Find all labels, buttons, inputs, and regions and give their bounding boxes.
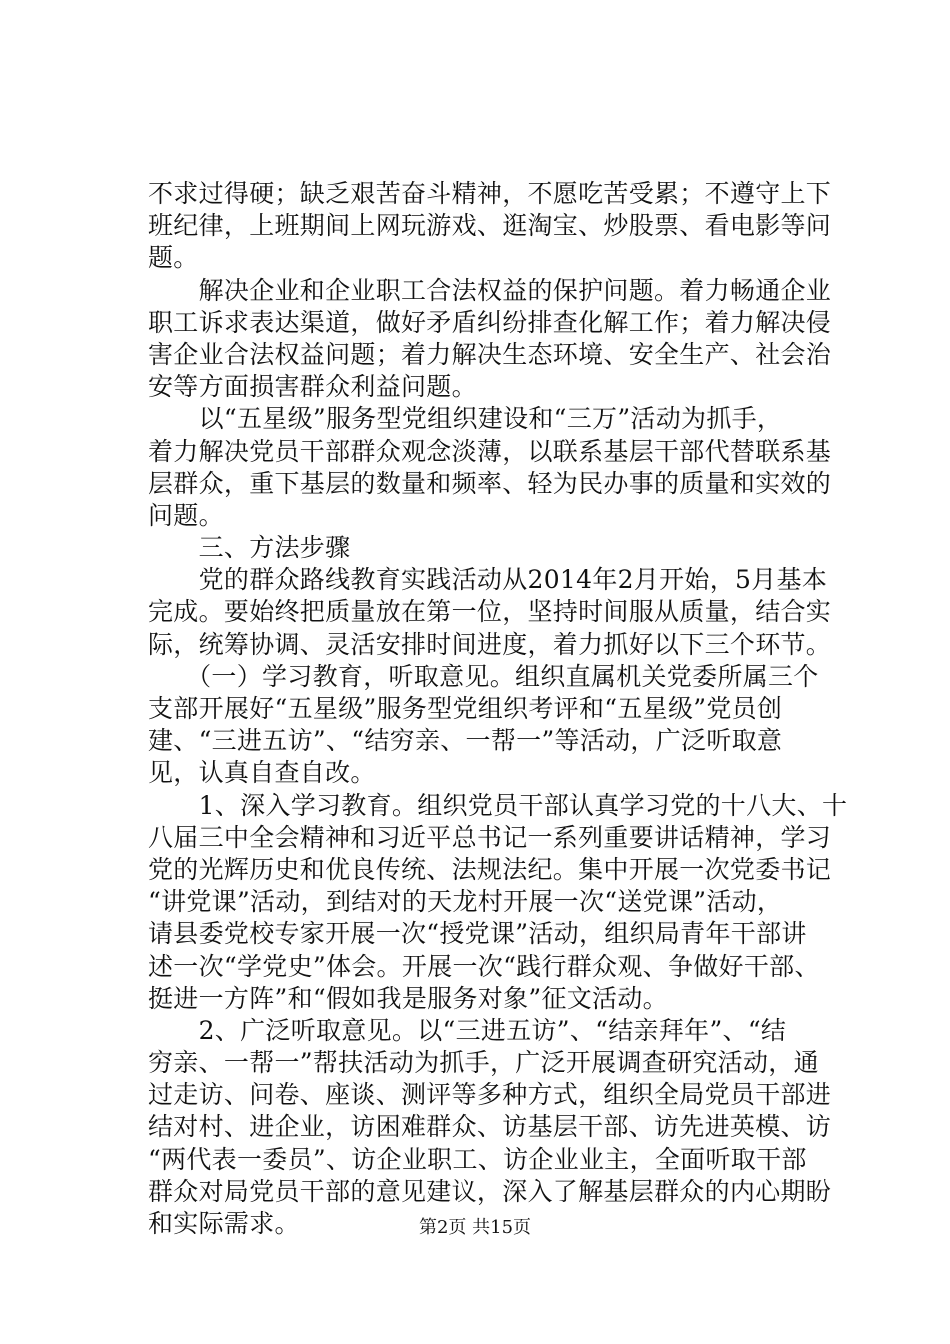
text-line: “讲党课”活动，到结对的天龙村开展一次“送党课”活动，	[148, 887, 783, 917]
text-line: 际，统筹协调、灵活安排时间进度，着力抓好以下三个环节。	[148, 629, 832, 659]
text-line: 穷亲、一帮一”帮扶活动为抓手，广泛开展调查研究活动，通	[148, 1048, 819, 1078]
text-line: （一）学习教育，听取意见。组织直属机关党委所属三个	[148, 661, 819, 691]
text-line: 安等方面损害群众利益问题。	[148, 372, 477, 402]
text-line: “两代表一委员”、访企业职工、访企业业主，全面听取干部	[148, 1144, 807, 1174]
text-line: 职工诉求表达渠道，做好矛盾纠纷排查化解工作；着力解决侵	[148, 307, 832, 337]
text-line: 挺进一方阵”和“假如我是服务对象”征文活动。	[148, 983, 668, 1013]
text-line: 问题。	[148, 500, 224, 530]
text-line: 党的光辉历史和优良传统、法规法纪。集中开展一次党委书记	[148, 854, 832, 884]
text-line: 述一次“学党史”体会。开展一次“践行群众观、争做好干部、	[148, 951, 820, 981]
page-number-footer: 第2页 共15页	[418, 1217, 532, 1238]
text-line: 群众对局党员干部的意见建议，深入了解基层群众的内心期盼	[148, 1176, 832, 1206]
text-line: 八届三中全会精神和习近平总书记一系列重要讲话精神，学习	[148, 822, 832, 852]
text-line: 2、广泛听取意见。以“三进五访”、“结亲拜年”、“结	[148, 1015, 787, 1045]
text-line: 班纪律，上班期间上网玩游戏、逛淘宝、炒股票、看电影等问	[148, 211, 832, 241]
text-line: 过走访、问卷、座谈、测评等多种方式，组织全局党员干部进	[148, 1080, 832, 1110]
text-line: 和实际需求。	[148, 1209, 300, 1238]
text-line: 题。	[148, 243, 199, 273]
text-line: 不求过得硬；缺乏艰苦奋斗精神，不愿吃苦受累；不遵守上下	[148, 179, 832, 208]
text-line: 请县委党校专家开展一次“授党课”活动，组织局青年干部讲	[148, 919, 807, 949]
text-line: 见，认真自查自改。	[148, 758, 376, 788]
text-line: 完成。要始终把质量放在第一位，坚持时间服从质量，结合实	[148, 597, 832, 627]
text-line: 解决企业和企业职工合法权益的保护问题。着力畅通企业	[148, 275, 832, 305]
text-line: 1、深入学习教育。组织党员干部认真学习党的十八大、十	[148, 790, 848, 820]
document-body	[148, 178, 848, 1240]
text-line: 结对村、进企业，访困难群众、访基层干部、访先进英模、访	[148, 1112, 832, 1142]
text-line: 三、方法步骤	[148, 533, 351, 563]
text-line: 层群众，重下基层的数量和频率、轻为民办事的质量和实效的	[148, 468, 832, 498]
text-line: 着力解决党员干部群众观念淡薄，以联系基层干部代替联系基	[148, 436, 832, 466]
text-line: 建、“三进五访”、“结穷亲、一帮一”等活动，广泛听取意	[148, 726, 783, 756]
text-line: 以“五星级”服务型党组织建设和“三万”活动为抓手，	[148, 404, 783, 434]
text-line: 支部开展好“五星级”服务型党组织考评和“五星级”党员创	[148, 694, 783, 723]
text-line: 害企业合法权益问题；着力解决生态环境、安全生产、社会治	[148, 339, 832, 369]
text-line: 党的群众路线教育实践活动从2014年2月开始，5月基本	[148, 565, 828, 595]
